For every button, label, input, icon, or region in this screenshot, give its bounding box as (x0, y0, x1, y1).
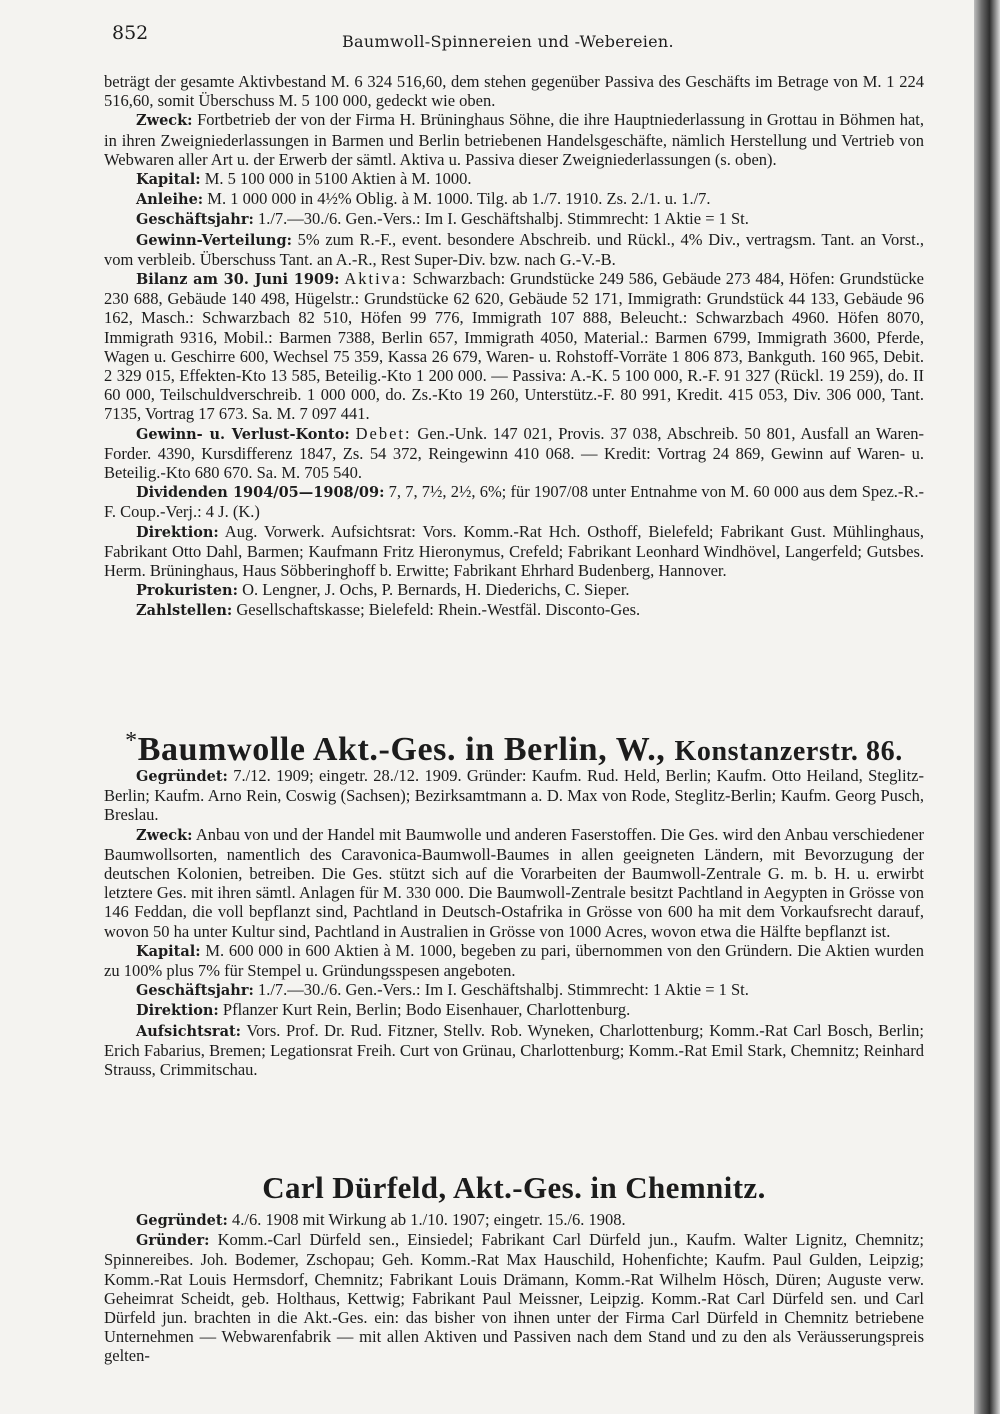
paragraph-text: Komm.-Carl Dürfeld sen., Einsiedel; Fabrikant Carl Dürfeld jun., Kaufm. Walter Lignitz, Chemnitz; Spinnereibes. Joh. Bodemer, Zschopau; Geh. Komm.-Rat Max Hauschild, Hohenfichte; Kaufm. Paul Gulden, Leipzig; Komm.-Rat Louis Hermsdorf, Chemnitz; Fabrikant Louis Drämann, Komm.-Rat Wilhelm Hösch, Düren; Auguste verw. Geheimrat Scheidt, geb. Holthaus, Kettwig; Fabrikant Paul Meissner, Leipzig. Komm.-Rat Carl Dürfeld sen. und Carl Dürfeld jun. brachten in die Akt.-Ges. ein: das bisher von ihnen unter der Firma Carl Dürfeld in Chemnitz betriebene Unternehmen — Webwarenfabrik — mit allen Aktiven und Passiven nach dem Stand und zu den als Veräusserungspreis gelten- (104, 1230, 925, 1366)
running-title: Baumwoll-Spinnereien und -Webereien. (342, 32, 674, 51)
paragraph-text: 7, 7, 7½, 2½, 6%; für 1907/08 unter Entnahme von M. 60 000 aus dem Spez.-R.-F. Coup.-Verj.: 4 J. (K.) (104, 482, 925, 522)
paragraph (104, 189, 924, 209)
company-title-baumwolle (104, 728, 924, 769)
paragraph (104, 522, 924, 581)
paragraph (104, 169, 924, 189)
paragraph (104, 980, 924, 1000)
paragraph (104, 230, 924, 269)
field-label: Direktion: (136, 1002, 219, 1020)
paragraph-text: 7./12. 1909; eingetr. 28./12. 1909. Gründer: Kaufm. Rud. Held, Berlin; Kaufm. Otto Heiland, Steglitz-Berlin; Kaufm. Arno Rein, Coswig (Sachsen); Bezirksamtmann a. D. Max von Rode, Steglitz-Berlin; Kaufm. Georg Pusch, Breslau. (104, 766, 925, 825)
paragraph-text: Fortbetrieb der von der Firma H. Brüninghaus Söhne, die ihre Hauptniederlassung in Grottau in Böhmen hat, in ihren Zweigniederlassungen in Barmen und Berlin betriebenen Handelsgeschäfte, nämlich Herstellung und Vertrieb von Webwaren aller Art u. der Erwerb der sämtl. Aktiva u. Passiva dieser Zweigniederlassungen (s. oben). (104, 110, 924, 169)
field-label: Anleihe: (136, 191, 204, 209)
paragraph (104, 72, 924, 110)
paragraph (104, 110, 924, 169)
paragraph-text: Schwarzbach: Grundstücke 249 586, Gebäude 273 484, Höfen: Grundstücke 230 688, Gebäude 140 498, Hügelstr.: Grundstücke 62 620, Gebäude 52 171, Immigrath: Grundstück 44 133, Gebäude 96 162, Masch.: Schwarzbach 82 510, Höfen 99 776, Immigrath 107 888, Beleucht.: Schwarzbach 4960. Höfen 8070, Immigrath 9316, Mobil.: Barmen 7388, Berlin 657, Immigrath 4050, Material.: Barmen 6799, Immigrath 3600, Pferde, Wagen u. Geschirre 600, Wechsel 75 359, Kassa 26 679, Waren- u. Rohstoff-Vorräte 1 806 873, Bankguth. 160 965, Debit. 2 329 015, Effekten-Kto 13 585, Beteilig.-Kto 1 200 000. — Passiva: A.-K. 5 100 000, R.-F. 91 327 (Rückl. 19 259), do. II 60 000, Teilschuldverschreib. 1 000 000, do. Zs.-Kto 19 260, Unterstütz.-F. 80 991, Kredit. 415 053, Div. 306 000, Tant. 7135, Vortrag 17 673. Sa. M. 7 097 441. (104, 269, 925, 424)
page-edge-shadow (974, 0, 1000, 1414)
paragraph-text: O. Lengner, J. Ochs, P. Bernards, H. Diederichs, C. Sieper. (242, 580, 630, 600)
field-label: Gewinn- u. Verlust-Konto: (136, 425, 350, 443)
paragraph (104, 941, 924, 980)
spaced-label: Debet: (355, 423, 412, 443)
field-label: Direktion: (136, 523, 219, 541)
paragraph (104, 766, 924, 825)
section-duerfeld (104, 1210, 924, 1366)
paragraph-text: M. 600 000 in 600 Aktien à M. 1000, begeben zu pari, übernommen von den Gründern. Die Aktien wurden zu 100% plus 7% für Stempel u. Gründungsspesen angeboten. (104, 940, 924, 981)
title-mark: * (125, 728, 138, 754)
paragraph-text: M. 1 000 000 in 4½% Oblig. à M. 1000. Tilg. ab 1./7. 1910. Zs. 2./1. u. 1./7. (207, 189, 711, 209)
paragraph-text: 1./7.—30./6. Gen.-Vers.: Im I. Geschäftshalbj. Stimmrecht: 1 Aktie = 1 St. (257, 209, 749, 229)
field-label: Zweck: (136, 112, 193, 130)
paragraph (104, 482, 924, 521)
company-title-duerfeld (104, 1170, 924, 1206)
paragraph-text: 5% zum R.-F., event. besondere Abschreib. und Rückl., 4% Div., vertragsm. Tant. an Vorst., vom verbleib. Überschuss Tant. an A.-R., Rest Super-Div. bzw. nach G.-V.-B. (104, 229, 924, 269)
paragraph-text: Pflanzer Kurt Rein, Berlin; Bodo Eisenhauer, Charlottenburg. (222, 1000, 631, 1020)
paragraph-text: Anbau von und der Handel mit Baumwolle und anderen Faserstoffen. Die Ges. wird den Anbau verschiedener Baumwollsorten, namentlich des Caravonica-Baumwoll-Baumes in allen geeigneten Ländern, mit Bevorzugung der deutschen Kolonien, betreiben. Die Ges. stützt sich auf die Vorarbeiten der Baumwoll-Zentrale G. m. b. H. u. erwirbt letztere Ges. mit ihren sämtl. Anlagen für M. 330 000. Die Baumwoll-Zentrale besitzt Pachtland in Aegypten in Grösse von 146 Feddan, die voll bepflanzt sind, Pachtland in Deutsch-Ostafrika in Grösse von 600 ha mit dem Vorkaufsrecht darauf, wovon 50 ha unter Kultur sind, Pachtland in Australien in Grösse von 1000 Acres, wovon etwa die Hälfte bepflanzt ist. (104, 824, 925, 941)
paragraph-text: Gesellschaftskasse; Bielefeld: Rhein.-Westfäl. Disconto-Ges. (236, 600, 641, 620)
field-label: Gegründet: (136, 1212, 228, 1229)
paragraph (104, 600, 924, 620)
field-label: Gewinn-Verteilung: (136, 231, 292, 249)
paragraph-text: Gen.-Unk. 147 021, Provis. 37 038, Abschreib. 50 801, Ausfall an Waren-Forder. 4390, Kursdifferenz 1847, Zs. 54 372, Reingewinn 410 068. — Kredit: Vortrag 24 869, Gewinn auf Waren- u. Beteilig.-Kto 680 670. Sa. M. 705 540. (104, 423, 925, 483)
page-number: 852 (112, 22, 149, 44)
title-text: Baumwolle Akt.-Ges. in Berlin, W., (137, 731, 666, 768)
field-label: Kapital: (136, 171, 201, 189)
title-address: Konstanzerstr. 86. (674, 736, 903, 767)
page-header (112, 22, 962, 56)
paragraph-text: Aug. Vorwerk. Aufsichtsrat: Vors. Komm.-Rat Hch. Osthoff, Bielefeld; Fabrikant Gust. Mühlinghaus, Fabrikant Otto Dahl, Barmen; Kaufmann Fritz Hieronymus, Crefeld; Fabrikant Leonhard Windhövel, Langerfeld; Gutsbes. Herm. Brüninghaus, Haus Söbberinghoff b. Erwitte; Fabrikant Ehrhard Budenberg, Hannover. (104, 521, 924, 581)
paragraph-text: M. 5 100 000 in 5100 Aktien à M. 1000. (204, 169, 472, 189)
section-brueninghaus (104, 72, 924, 621)
paragraph-text: beträgt der gesamte Aktivbestand M. 6 324 516,60, dem stehen gegenüber Passiva des Geschäfts im Betrage von M. 1 224 516,60, somit Überschuss M. 5 100 000, gedeckt wie oben. (104, 72, 924, 111)
paragraph (104, 825, 924, 941)
spaced-label: Aktiva: (344, 269, 408, 289)
field-label: Dividenden 1904/05—1908/09: (136, 484, 385, 502)
field-label: Gründer: (136, 1232, 210, 1250)
field-label: Bilanz am 30. Juni 1909: (136, 271, 340, 289)
field-label: Geschäftsjahr: (136, 211, 254, 229)
paragraph (104, 269, 924, 424)
field-label: Prokuristen: (136, 582, 238, 600)
paragraph (104, 1230, 924, 1365)
paragraph (104, 1000, 924, 1020)
paragraph (104, 424, 924, 483)
title-text: Carl Dürfeld, Akt.-Ges. in Chemnitz. (262, 1170, 766, 1205)
paragraph (104, 209, 924, 229)
field-label: Gegründet: (136, 768, 228, 785)
paragraph (104, 580, 924, 600)
paragraph-text: 4./6. 1908 mit Wirkung ab 1./10. 1907; eingetr. 15./6. 1908. (232, 1210, 626, 1229)
paragraph-text: Vors. Prof. Dr. Rud. Fitzner, Stellv. Rob. Wyneken, Charlottenburg; Komm.-Rat Carl Bosch, Berlin; Erich Fabarius, Bremen; Legationsrat Freih. Curt von Grünau, Charlottenburg; Komm.-Rat Emil Stark, Chemnitz; Reinhard Strauss, Crimmitschau. (104, 1020, 925, 1080)
section-baumwolle (104, 766, 924, 1079)
field-label: Zweck: (136, 826, 193, 844)
paragraph (104, 1210, 924, 1230)
paragraph-text: 1./7.—30./6. Gen.-Vers.: Im I. Geschäftshalbj. Stimmrecht: 1 Aktie = 1 St. (257, 980, 749, 1000)
field-label: Kapital: (136, 942, 201, 960)
field-label: Aufsichtsrat: (136, 1022, 242, 1040)
field-label: Zahlstellen: (136, 602, 233, 620)
paragraph (104, 1021, 924, 1080)
field-label: Geschäftsjahr: (136, 982, 254, 1000)
